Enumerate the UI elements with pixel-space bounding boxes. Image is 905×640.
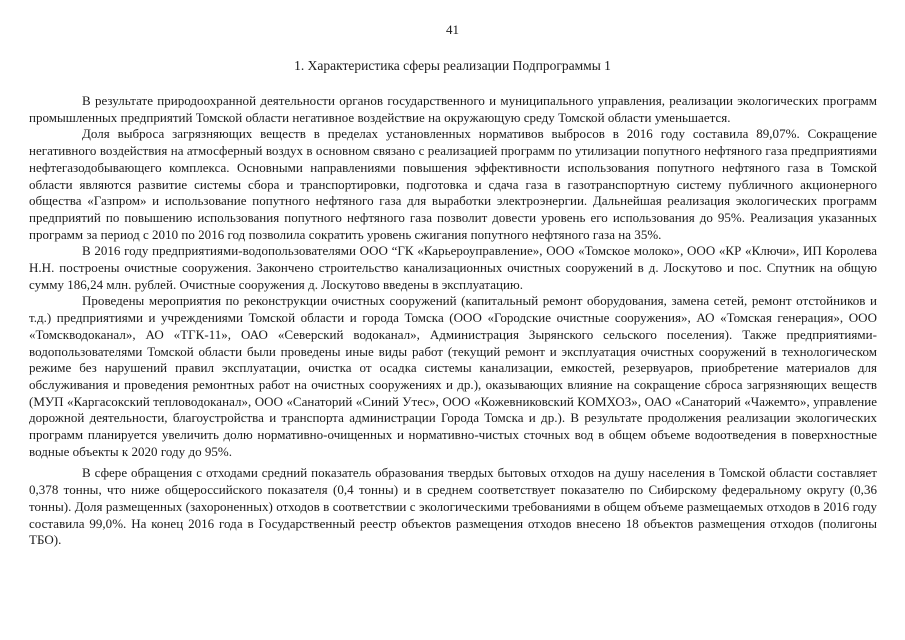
paragraph-intro: В результате природоохранной деятельности органов государственного и муниципального управления, реализации экологических программ промышленных предприятий Томской области негативное воздействие на окружающую среду Томской области уменьшается. [29,93,877,125]
paragraph-air-emissions: Доля выброса загрязняющих веществ в пределах установленных нормативов выбросов в 2016 году составила 89,07%. Сокращение негативного воздействия на атмосферный воздух в основном связано с реализацией программ по утилизации попутного нефтяного газа предприятиями нефтегазодобывающего комплекса. Основными направлениями повышения эффективности использования попутного нефтяного газа в Томской области являются развитие системы сбора и транспортировки, подготовка и сдача газа в газотранспортную систему публичного акционерного общества «Газпром» и использование попутного нефтяного газа для выработки электроэнергии. Дальнейшая реализация экологических программ предприятий по повышению использования попутного нефтяного газа позволит довести уровень его использования до 95%. Реализация указанных программ за период с 2010 по 2016 год позволила сократить уровень сжигания попутного нефтяного газа на 35%. [29,126,877,242]
section-heading: 1. Характеристика сферы реализации Подпрограммы 1 [294,58,611,73]
paragraph-reconstruction: Проведены мероприятия по реконструкции очистных сооружений (капитальный ремонт оборудования, замена сетей, ремонт отстойников и т.д.) предприятиями и учреждениями Томской области и города Томска (ООО «Городские очистные сооружения», АО «Томская генерация», ООО «Томскводоканал», АО «ТГК-11», ОАО «Северский водоканал», Администрация Зырянского сельского поселения). Также предприятиями-водопользователями Томской области были проведены иные виды работ (текущий ремонт и эксплуатация очистных сооружений в технологическом режиме без нарушений правил эксплуатации, очистка от осадка системы канализации, емкостей, резервуаров, приобретение материалов для обслуживания и проведения ремонтных работ на очистных сооружениях и др.), оказывающих влияние на сокращение сброса загрязняющих веществ (МУП «Каргасокский тепловодоканал», ООО «Санаторий «Синий Утес», ООО «Кожевниковский КОМХОЗ», ОАО «Санаторий «Чажемто», управление дорожной деятельности, благоустройства и транспорта администрации Города Томска и др.). В результате продолжения реализации экологических программ планируется увеличить долю нормативно-очищенных и нормативно-чистых сточных вод в общем объеме водоотведения в поверхностные водные объекты к 2020 году до 95%. [29,293,877,459]
body-text [29,93,877,549]
page-number: 41 [446,22,459,37]
paragraph-waste: В сфере обращения с отходами средний показатель образования твердых бытовых отходов на душу населения в Томской области составляет 0,378 тонны, что ниже общероссийского показателя (0,4 тонны) и в среднем соответствует показателю по Сибирскому федеральному округу (0,36 тонны). Доля размещенных (захороненных) отходов в соответствии с экологическими требованиями в общем объеме размещаемых отходов в 2016 году составила 99,0%. На конец 2016 года в Государственный реестр объектов размещения отходов внесено 18 объектов размещения отходов (полигоны ТБО). [29,465,877,548]
paragraph-treatment-facilities: В 2016 году предприятиями-водопользователями ООО “ГК «Карьероуправление», ООО «Томское молоко», ООО «КР «Ключи», ИП Королева Н.Н. построены очистные сооружения. Закончено строительство канализационных очистных сооружений в д. Лоскутово и пос. Спутник на общую сумму 186,24 млн. рублей. Очистные сооружения д. Лоскутово введены в эксплуатацию. [29,243,877,292]
